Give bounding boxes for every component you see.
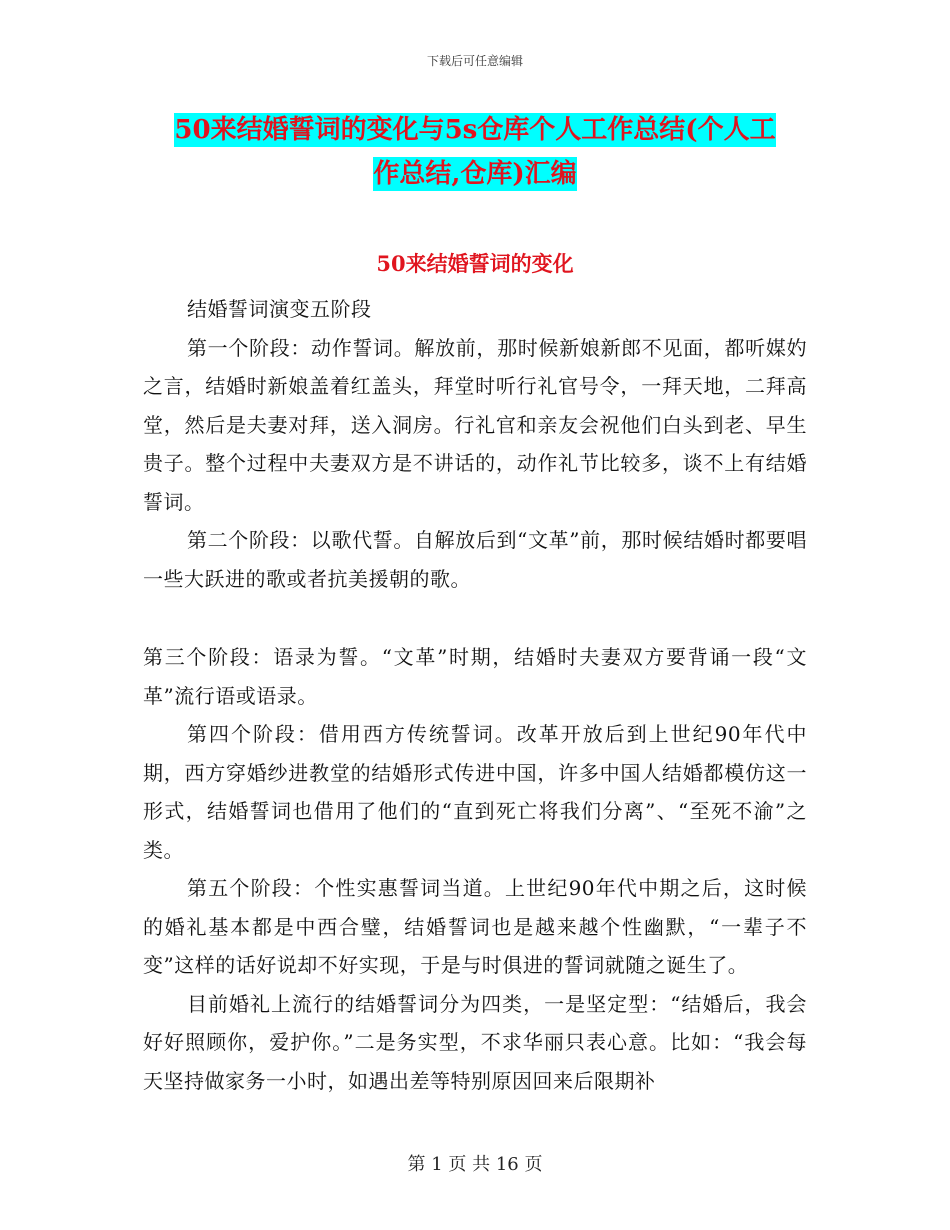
paragraph-stage-2: 第二个阶段：以歌代誓。自解放后到“文革”前，那时候结婚时都要唱一些大跃进的歌或者抗美援朝的歌。 — [143, 528, 807, 591]
section-title: 50来结婚誓词的变化 — [376, 251, 574, 276]
document-title — [140, 108, 810, 196]
paragraph-stage-3: 第三个阶段：语录为誓。“文革”时期，结婚时夫妻双方要背诵一段“文革”流行语或语录。 — [143, 645, 807, 708]
body-text — [143, 290, 807, 1100]
paragraph-current-types: 目前婚礼上流行的结婚誓词分为四类，一是坚定型：“结婚后，我会好好照顾你，爱护你。”二是务实型，不求华丽只表心意。比如：“我会每天坚持做家务一小时，如遇出差等特别原因回来后限期补 — [143, 991, 807, 1093]
paragraph-intro: 结婚誓词演变五阶段 — [187, 297, 372, 321]
paragraph-stage-4: 第四个阶段：借用西方传统誓词。改革开放后到上世纪90年代中期，西方穿婚纱进教堂的结婚形式传进中国，许多中国人结婚都模仿这一形式，结婚誓词也借用了他们的“直到死亡将我们分离”、“至死不渝”之类。 — [143, 722, 807, 862]
paragraph-stage-5: 第五个阶段：个性实惠誓词当道。上世纪90年代中期之后，这时候的婚礼基本都是中西合璧，结婚誓词也是越来越个性幽默，“一辈子不变”这样的话好说却不好实现，于是与时俱进的誓词就随之诞生了。 — [143, 876, 807, 977]
header-note: 下载后可任意编辑 — [426, 54, 523, 68]
document-title-line2: 作总结,仓库)汇编 — [373, 159, 577, 189]
document-title-line1: 50来结婚誓词的变化与5s仓库个人工作总结(个人工 — [174, 115, 776, 145]
paragraph-stage-1: 第一个阶段：动作誓词。解放前，那时候新娘新郎不见面，都听媒妁之言，结婚时新娘盖着红盖头，拜堂时听行礼官号令，一拜天地，二拜高堂，然后是夫妻对拜，送入洞房。行礼官和亲友会祝他们白头到老、早生贵子。整个过程中夫妻双方是不讲话的，动作礼节比较多，谈不上有结婚誓词。 — [143, 335, 807, 514]
page-footer: 第 1 页 共 16 页 — [407, 1154, 543, 1175]
